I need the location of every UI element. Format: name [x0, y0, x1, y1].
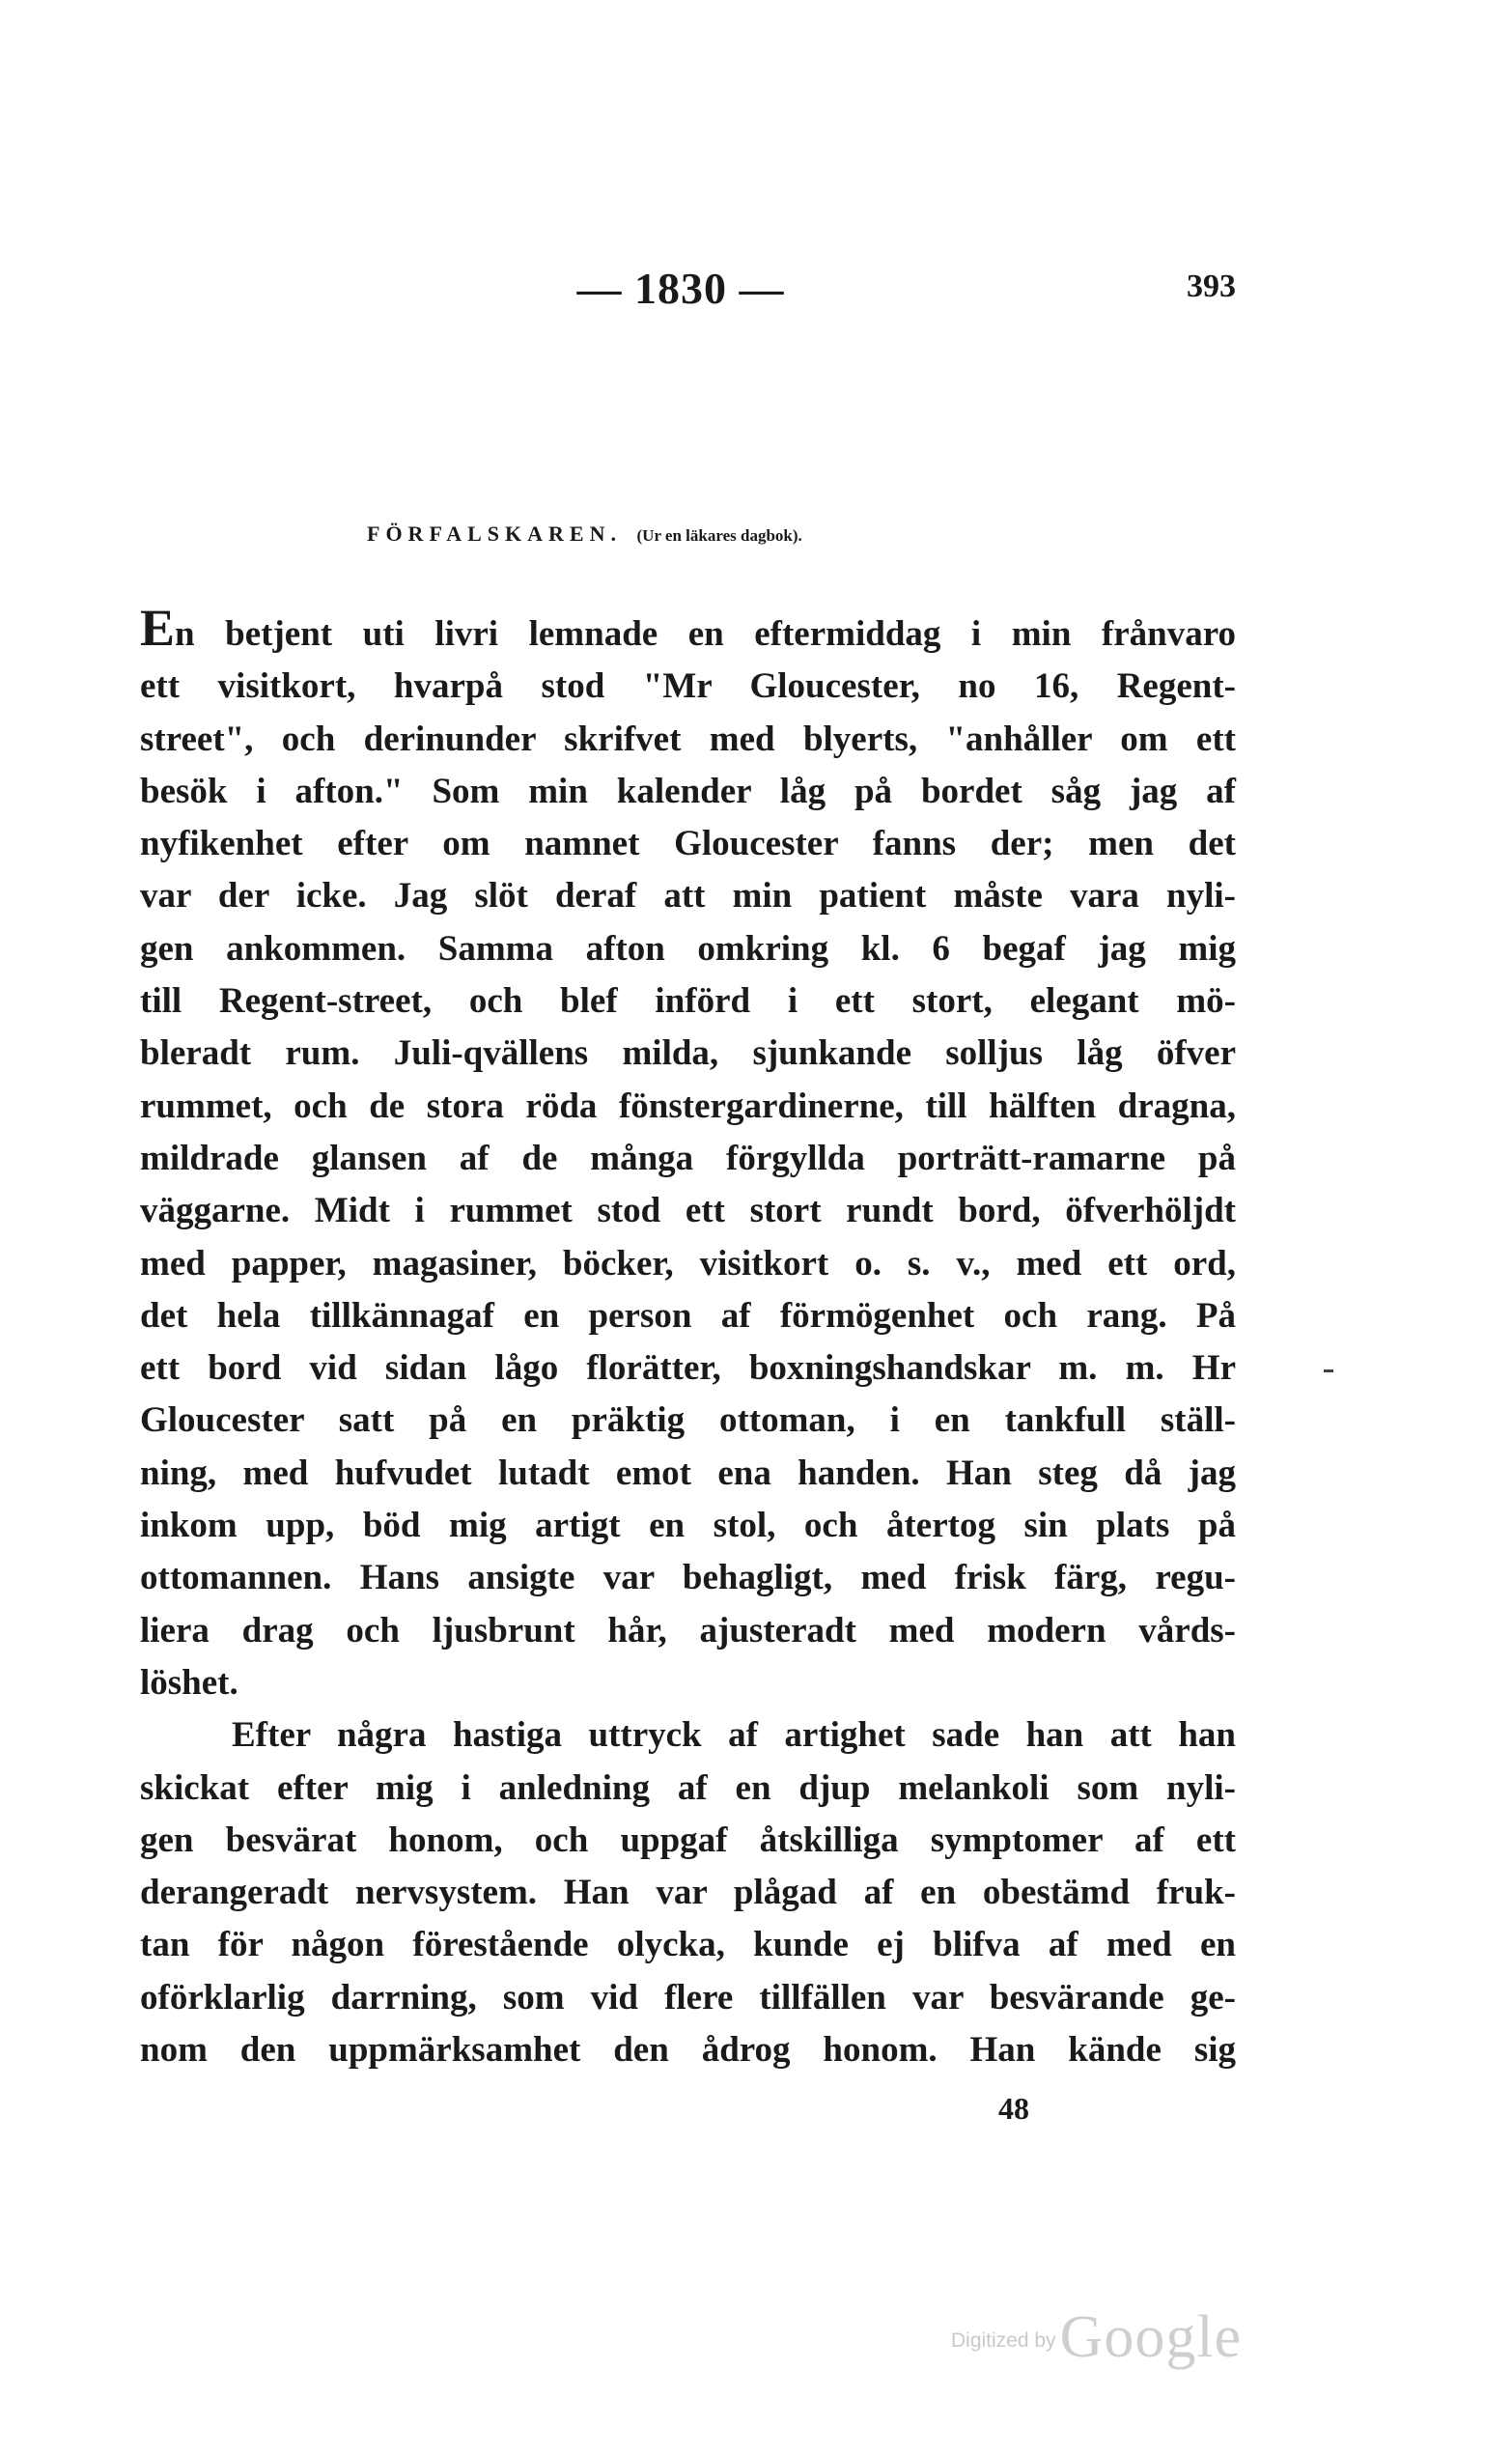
running-title: — 1830 — — [576, 264, 785, 313]
signature-mark: 48 — [998, 2091, 1029, 2126]
text-line: Gloucester satt på en präktig ottoman, i en tankfull ställ- — [140, 1400, 1236, 1441]
text-line: tan för någon förestående olycka, kunde ej blifva af med en — [140, 1925, 1236, 1965]
text-line-content: n betjent uti livri lemnade en eftermiddag i min frånvaro — [175, 614, 1236, 654]
text-line: gen ankommen. Samma afton omkring kl. 6 begaf jag mig — [140, 928, 1236, 969]
text-line: med papper, magasiner, böcker, visitkort o. s. v., med ett ord, — [140, 1243, 1236, 1284]
page-number: 393 — [1187, 268, 1236, 304]
drop-cap: E — [140, 599, 176, 657]
text-line: nyfikenhet efter om namnet Gloucester fanns der; men det — [140, 824, 1236, 864]
text-line: ottomannen. Hans ansigte var behagligt, med frisk färg, regu- — [140, 1558, 1236, 1598]
text-line: löshet. — [140, 1662, 238, 1703]
text-line: rummet, och de stora röda fönstergardinerne, till hälften dragna, — [140, 1086, 1236, 1126]
text-line — [140, 599, 1236, 661]
text-line: väggarne. Midt i rummet stod ett stort rundt bord, öfverhöljdt — [140, 1191, 1236, 1231]
text-line: street", och derinunder skrifvet med blyerts, "anhåller om ett — [140, 719, 1236, 759]
google-logo: Google — [1059, 2304, 1243, 2370]
text-line: inkom upp, böd mig artigt en stol, och återtog sin plats på — [140, 1506, 1236, 1546]
section-subtitle: (Ur en läkares dagbok). — [636, 526, 802, 545]
text-line: liera drag och ljusbrunt hår, ajusteradt med modern vårds- — [140, 1610, 1236, 1651]
margin-mark — [1324, 1369, 1333, 1372]
text-line: till Regent-street, och blef införd i ett stort, elegant mö- — [140, 981, 1236, 1022]
text-line: nom den uppmärksamhet den ådrog honom. Han kände sig — [140, 2030, 1236, 2071]
watermark-text: Digitized by — [951, 2329, 1056, 2352]
text-line: oförklarlig darrning, som vid flere tillfällen var besvärande ge- — [140, 1977, 1236, 2018]
section-title: FÖRFALSKAREN. — [367, 522, 622, 546]
text-line: det hela tillkännagaf en person af förmögenhet och rang. På — [140, 1295, 1236, 1336]
text-line: derangeradt nervsystem. Han var plågad af en obestämd fruk- — [140, 1873, 1236, 1913]
body-text — [140, 599, 1236, 2076]
page-header — [0, 263, 1512, 330]
text-line: ning, med hufvudet lutadt emot ena handen. Han steg då jag — [140, 1453, 1236, 1493]
digitized-watermark — [951, 2303, 1279, 2390]
text-line: skickat efter mig i anledning af en djup melankoli som nyli- — [140, 1767, 1236, 1808]
text-line: var der icke. Jag slöt deraf att min patient måste vara nyli- — [140, 876, 1236, 917]
text-line: Efter några hastiga uttryck af artighet sade han att han — [232, 1715, 1236, 1756]
text-line: besök i afton." Som min kalender låg på bordet såg jag af — [140, 771, 1236, 811]
section-heading — [367, 522, 1139, 547]
text-line: ett bord vid sidan lågo florätter, boxningshandskar m. m. Hr — [140, 1348, 1236, 1389]
text-line: ett visitkort, hvarpå stod "Mr Gloucester, no 16, Regent- — [140, 666, 1236, 707]
text-line: bleradt rum. Juli-qvällens milda, sjunkande solljus låg öfver — [140, 1033, 1236, 1074]
text-line: gen besvärat honom, och uppgaf åtskilliga symptomer af ett — [140, 1820, 1236, 1860]
text-line: mildrade glansen af de många förgyllda porträtt-ramarne på — [140, 1138, 1236, 1178]
